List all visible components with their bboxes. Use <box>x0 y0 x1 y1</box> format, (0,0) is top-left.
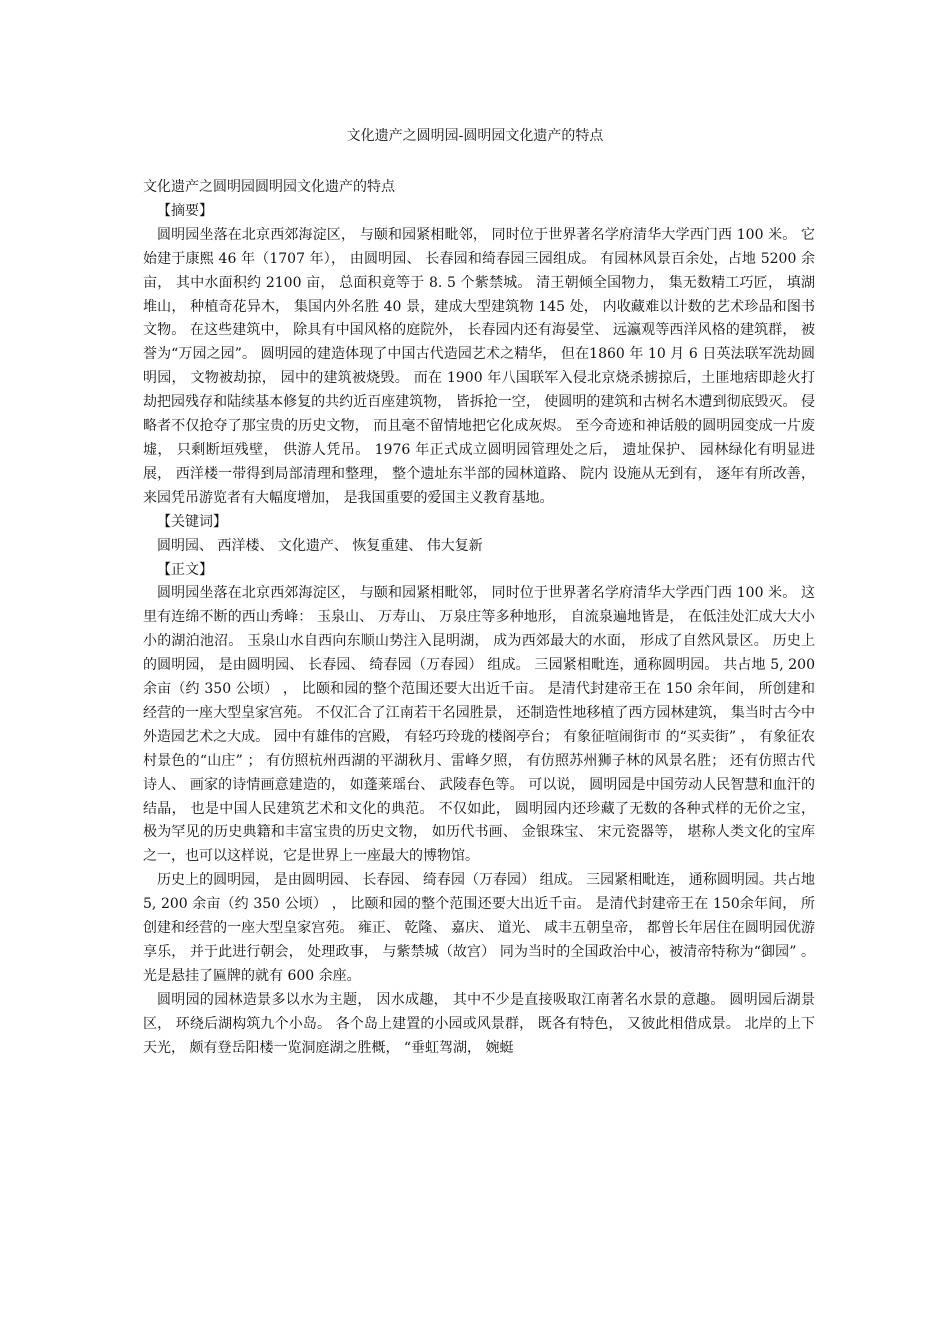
body-paragraph-2: 历史上的圆明园， 是由圆明园、 长春园、 绮春园（万春园） 组成。 三园紧相毗连， 通称圆明园。共占地 5, 200 余亩（约 350 公顷） ， 比颐和园的整个范围还要大出近千亩。 是清代封建帝王在 150余年间， 所创建和经营的一座大型皇家宫苑。 雍正、 乾隆、 嘉庆、 道光、 咸丰五朝皇帝， 都曾长年居住在圆明园优游享乐， 并于此进行朝会， 处理政事， 与紫禁城（故宫） 同为当时的全国政治中心，被清帝特称为“御园” 。 光是悬挂了匾牌的就有 600 余座。 <box>143 872 815 984</box>
body-paragraph-1: 圆明园坐落在北京西郊海淀区， 与颐和园紧相毗邻， 同时位于世界著名学府清华大学西门西 100 米。 这里有连绵不断的西山秀峰： 玉泉山、 万寿山、 万泉庄等多种地形， 自流泉遍地皆是， 在低洼处汇成大大小小的湖泊池沼。 玉泉山水自西向东顺山势注入昆明湖， 成为西郊最大的水面， 形成了自然风景区。 历史上的圆明园， 是由圆明园、 长春园、 绮春园（万春园） 组成。 三园紧相毗连，通称圆明园。 共占地 5, 200 余亩（约 350 公顷） ， 比颐和园的整个范围还要大出近千亩。 是清代封建帝王在 150 余年间， 所创建和经营的一座大型皇家宫苑。 不仅汇合了江南若干名园胜景， 还制造性地移植了西方园林建筑， 集当时古今中外造园艺术之大成。 园中有雄伟的宫殿， 有轻巧玲珑的楼阁亭台； 有象征喧闹街市 的“买卖街” ， 有象征农村景色的“山庄” ； 有仿照杭州西湖的平湖秋月、雷峰夕照， 有仿照苏州狮子林的风景名胜； 还有仿照古代诗人、 画家的诗情画意建造的， 如蓬莱瑶台、 武陵春色等。 可以说， 圆明园是中国劳动人民智慧和血汗的结晶， 也是中国人民建筑艺术和文化的典范。 不仅如此， 圆明园内还珍藏了无数的各种式样的无价之宝， 极为罕见的历史典籍和丰富宝贵的历史文物， 如历代书画、 金银珠宝、 宋元瓷器等， 堪称人类文化的宝库之一，也可以这样说，它是世界上一座最大的博物馆。 <box>143 585 815 865</box>
document-title: 文化遗产之圆明园-圆明园文化遗产的特点 <box>346 128 604 144</box>
abstract-paragraph: 圆明园坐落在北京西郊海淀区， 与颐和园紧相毗邻， 同时位于世界著名学府清华大学西门西 100 米。 它始建于康熙 46 年（1707 年）， 由圆明园、 长春园和绮春园三园组成。 有园林风景百余处，占地 5200 余亩， 其中水面积约 2100 亩， 总面积竟等于 8. 5 个紫禁城。 清王朝倾全国物力， 集无数精工巧匠， 填湖堆山， 种植奇花异木， 集国内外名胜 40 景，建成大型建筑物 145 处， 内收藏难以计数的艺术珍品和图书文物。 在这些建筑中， 除具有中国风格的庭院外， 长春园内还有海晏堂、 远瀛观等西洋风格的建筑群， 被誉为“万园之园”。 圆明园的建造体现了中国古代造园艺术之精华， 但在1860 年 10 月 6 日英法联军洗劫圆明园， 文物被劫掠， 园中的建筑被烧毁。 而在 1900 年八国联军入侵北京烧杀掳掠后，土匪地痞即趁火打劫把园残存和陆续基本修复的共约近百座建筑物， 皆拆抢一空， 使圆明的建筑和古树名木遭到彻底毁灭。 侵略者不仅抢夺了那宝贵的历史文物， 而且毫不留情地把它化成灰烬。 至今奇迹和神话般的圆明园变成一片废墟， 只剩断垣残壁， 供游人凭吊。 1976 年正式成立圆明园管理处之后， 遗址保护、 园林绿化有明显进展， 西洋楼一带得到局部清理和整理， 整个遗址东半部的园林道路、 院内 设施从无到有， 逐年有所改善， 来园凭吊游览者有大幅度增加， 是我国重要的爱国主义教育基地。 <box>143 226 815 506</box>
keywords-list: 圆明园、 西洋楼、 文化遗产、 恢复重建、 伟大复新 <box>157 537 483 554</box>
abstract-heading: 【摘要】 <box>157 202 213 219</box>
body-paragraph-3: 圆明园的园林造景多以水为主题， 因水成趣， 其中不少是直接吸取江南著名水景的意趣。 圆明园后湖景区， 环绕后湖构筑九个小岛。 各个岛上建置的小园或风景群， 既各有特色， 又彼此相借成景。 北岸的上下天光， 颇有登岳阳楼一览洞庭湖之胜概， “垂虹驾湖， 婉蜓 <box>143 991 815 1056</box>
document-content <box>143 176 815 1061</box>
body-heading: 【正文】 <box>157 561 213 578</box>
keywords-heading: 【关键词】 <box>157 513 227 530</box>
document-subtitle: 文化遗产之圆明园圆明园文化遗产的特点 <box>143 179 395 195</box>
